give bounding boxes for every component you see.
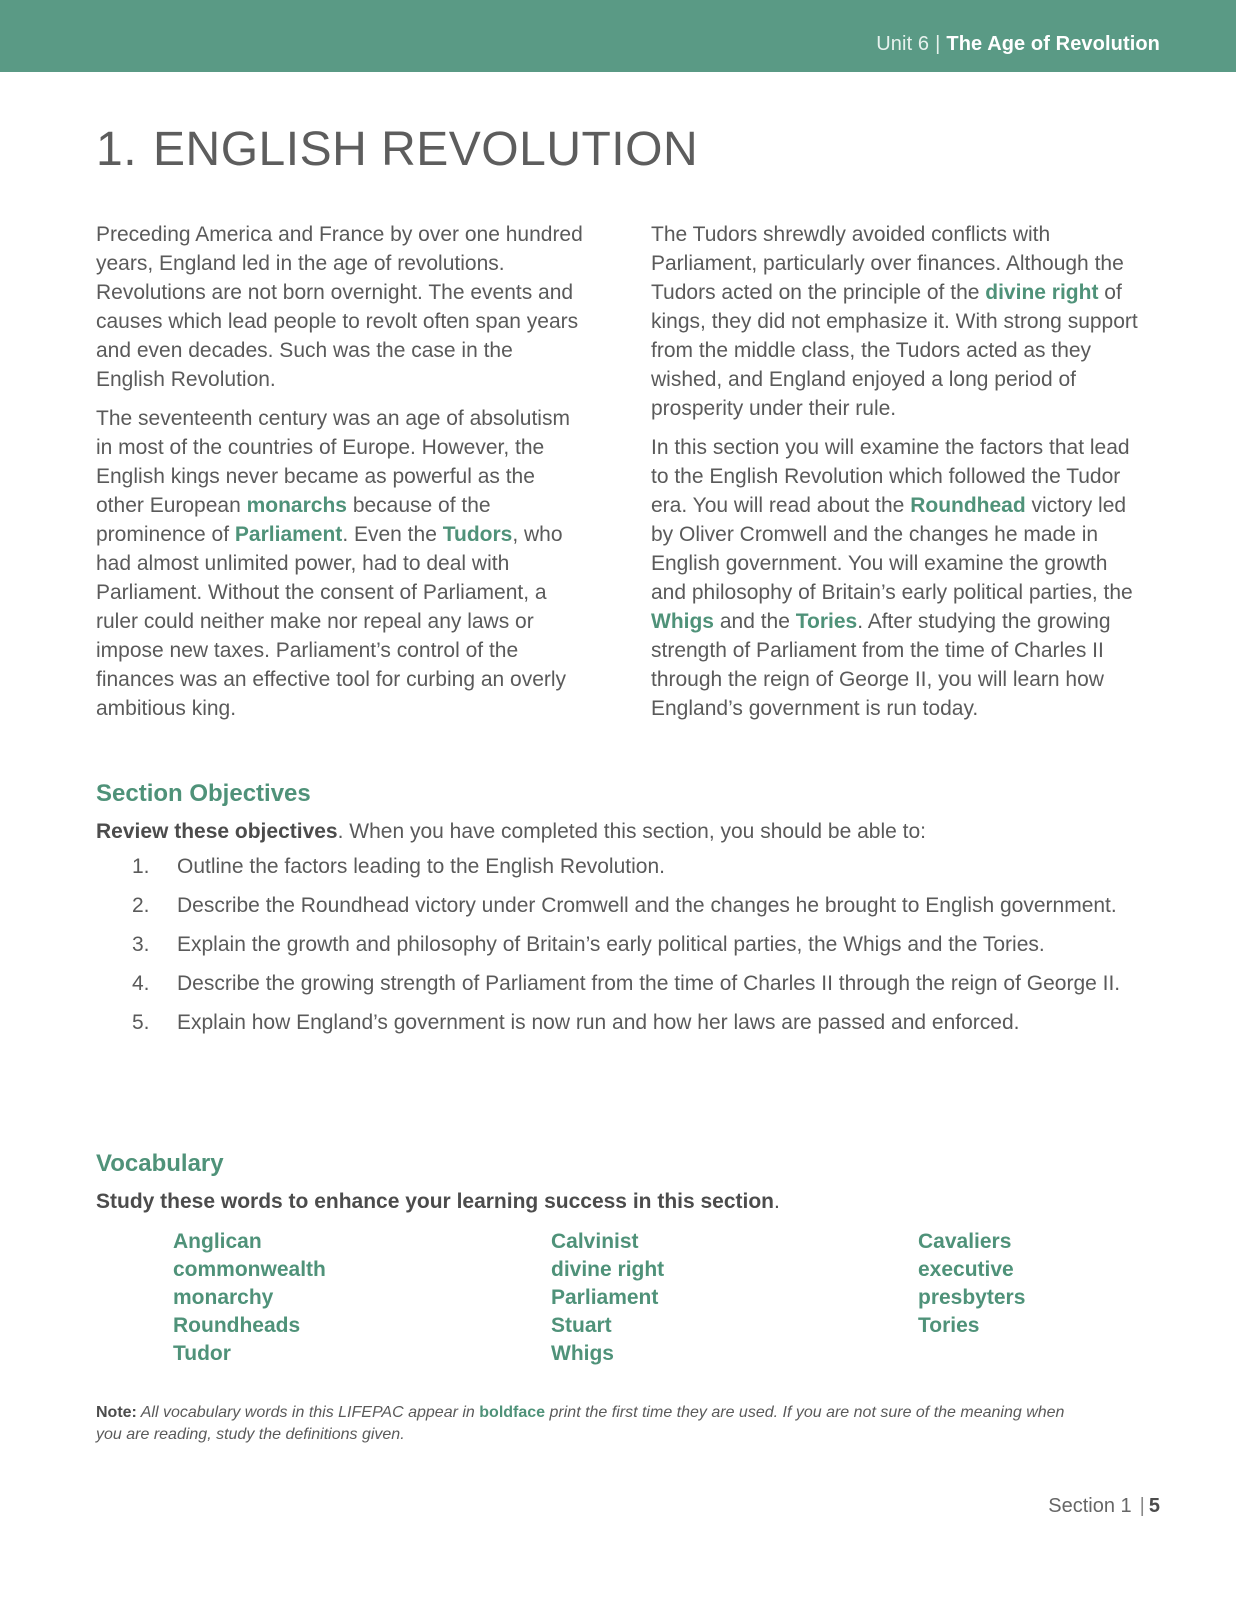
note-label: Note: [96, 1404, 137, 1421]
objective-number: 3. [132, 933, 150, 956]
text: victory led by Oliver Cromwell and the changes he made in English government. You will examine the growth and philosophy of Britain’s early political parties, the [651, 494, 1133, 604]
header-separator: | [935, 33, 941, 55]
page-footer [1048, 1495, 1160, 1518]
intro-text: Study these words to enhance your learning success in this section [96, 1190, 775, 1213]
text: The seventeenth century was an age of absolutism in most of the countries of Europe. However, the English kings never became as powerful as the other European [96, 407, 570, 517]
vocab-word: Parliament [551, 1286, 659, 1309]
objective-number: 5. [132, 1011, 150, 1034]
running-header [876, 33, 1160, 56]
note-boldface: boldface [479, 1404, 546, 1421]
text: of kings, they did not emphasize it. With strong support from the middle class, the Tudors acted as they wished, and England enjoyed a long period of prosperity under their rule. [651, 281, 1138, 420]
vocab-word: Stuart [551, 1314, 612, 1337]
text: . After studying the growing strength of Parliament from the time of Charles II through the reign of George II, you will learn how England’s government is run today. [651, 610, 1111, 720]
objective-item [132, 1010, 1146, 1036]
vocab-word: monarchy [173, 1286, 274, 1309]
intro-bold: Review these objectives [96, 820, 338, 843]
section-title: ENGLISH REVOLUTION [153, 123, 699, 176]
objective-number: 2. [132, 894, 150, 917]
vocab-term-monarchs: monarchs [246, 494, 347, 517]
objective-number: 4. [132, 972, 150, 995]
vocab-term-whigs: Whigs [651, 610, 714, 633]
objective-item [132, 854, 1146, 880]
section-number: 1. [96, 123, 138, 176]
note [96, 1402, 1076, 1446]
paragraph [96, 404, 586, 723]
vocabulary-intro [96, 1190, 1146, 1214]
vocabulary-section [96, 1150, 1146, 1368]
text: and the [714, 610, 796, 633]
text: because of the prominence of [96, 494, 491, 546]
vocab-word: Calvinist [551, 1230, 639, 1253]
objectives-intro [96, 820, 1146, 844]
objective-item [132, 932, 1146, 958]
vocab-word: executive [918, 1258, 1014, 1281]
vocab-column-2 [551, 1228, 664, 1368]
vocab-word: Tories [918, 1314, 980, 1337]
vocabulary-heading: Vocabulary [96, 1150, 224, 1177]
objective-text: Explain how England’s government is now run and how her laws are passed and enforced. [177, 1011, 1020, 1034]
vocab-term-parliament: Parliament [234, 523, 343, 546]
vocab-word: Whigs [551, 1342, 614, 1365]
objectives-list [132, 854, 1146, 1036]
footer-separator: | [1139, 1495, 1145, 1517]
objective-text: Describe the Roundhead victory under Cromwell and the changes he brought to English government. [177, 894, 1117, 917]
vocab-word: Cavaliers [918, 1230, 1012, 1253]
text: , who had almost unlimited power, had to deal with Parliament. Without the consent of Parliament, a ruler could neither make nor repeal any laws or impose new taxes. Parliament’s control of the finances was an effective tool for curbing an overly ambitious king. [96, 523, 567, 720]
vocab-term-roundhead: Roundhead [910, 494, 1026, 517]
vocab-term-divine-right: divine right [985, 281, 1099, 304]
unit-title: The Age of Revolution [946, 33, 1160, 55]
objectives-heading: Section Objectives [96, 780, 311, 807]
vocab-column-3 [918, 1228, 1025, 1340]
footer-section: Section 1 [1048, 1495, 1132, 1517]
objective-text: Outline the factors leading to the English Revolution. [177, 855, 665, 878]
vocab-term-tories: Tories [795, 610, 858, 633]
section-objectives [96, 780, 1146, 1049]
body-columns [96, 220, 1141, 733]
intro-period: . [774, 1190, 780, 1213]
header-band [0, 0, 1236, 72]
paragraph: Preceding America and France by over one hundred years, England led in the age of revolutions. Revolutions are not born overnight. The events and causes which lead people to revolt often span years and even decades. Such was the case in the English Revolution. [96, 223, 583, 391]
vocab-word: commonwealth [173, 1258, 326, 1281]
vocab-word: divine right [551, 1258, 665, 1281]
vocab-word: presbyters [918, 1286, 1026, 1309]
objective-text: Describe the growing strength of Parliament from the time of Charles II through the reign of George II. [177, 972, 1121, 995]
objective-item [132, 971, 1146, 997]
vocab-term-tudors: Tudors [442, 523, 513, 546]
note-text: All vocabulary words in this LIFEPAC appear in [136, 1404, 480, 1421]
page-number: 5 [1148, 1495, 1160, 1517]
objective-text: Explain the growth and philosophy of Britain’s early political parties, the Whigs and the Tories. [177, 933, 1045, 956]
text: The Tudors shrewdly avoided conflicts with Parliament, particularly over finances. Although the Tudors acted on the principle of the [651, 223, 1124, 304]
objective-item [132, 893, 1146, 919]
objective-number: 1. [132, 855, 150, 878]
page-title [96, 122, 698, 177]
vocab-word: Anglican [173, 1230, 262, 1253]
note-text: print the first time they are used. If you are not sure of the meaning when you are reading, study the definitions given. [96, 1404, 1065, 1443]
text: . Even the [342, 523, 443, 546]
left-column [96, 220, 586, 733]
text: In this section you will examine the factors that lead to the English Revolution which followed the Tudor era. You will read about the [651, 436, 1130, 517]
paragraph [651, 220, 1141, 423]
intro-text: . When you have completed this section, you should be able to: [337, 820, 926, 843]
vocab-word: Roundheads [173, 1314, 301, 1337]
vocabulary-grid [96, 1228, 1146, 1368]
paragraph [651, 433, 1141, 723]
vocab-column-1 [173, 1228, 326, 1368]
right-column [651, 220, 1141, 733]
vocab-word: Tudor [173, 1342, 231, 1365]
unit-label: Unit 6 [876, 33, 930, 55]
